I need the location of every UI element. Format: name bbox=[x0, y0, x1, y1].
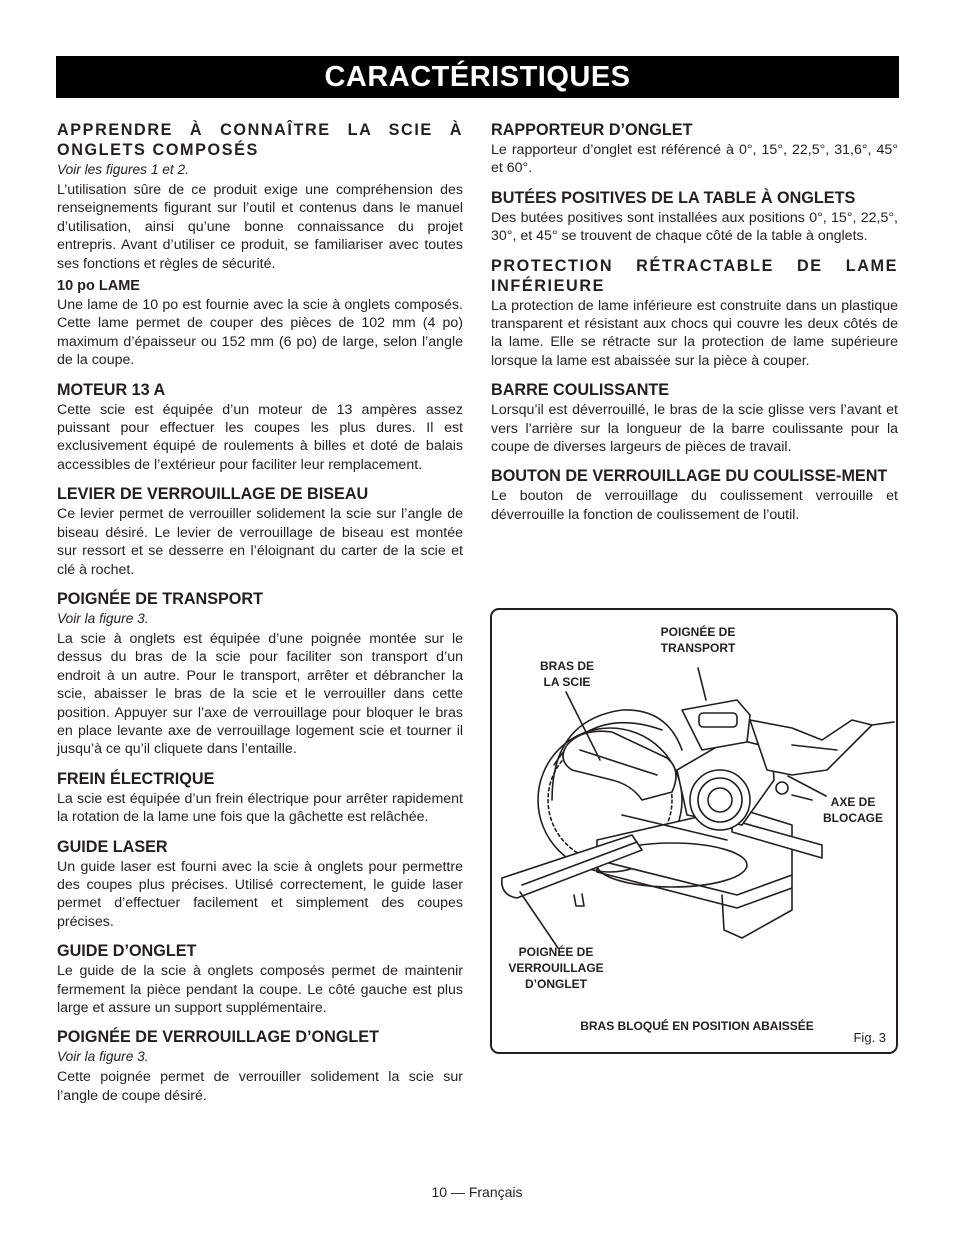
section-guide-laser bbox=[57, 837, 463, 932]
section-text: Ce levier permet de verrouiller solidement la scie sur l’angle de biseau désiré. Le levier de verrouillage de biseau est montée sur ressort et se desserre en l’éloignant du carter de la scie et clé à rochet. bbox=[57, 506, 463, 578]
section-heading: RAPPORTEUR D’ONGLET bbox=[491, 121, 693, 139]
label-bras-scie: BRAS DE LA SCIE bbox=[539, 659, 594, 689]
section-apprendre bbox=[57, 120, 463, 370]
right-column bbox=[491, 120, 898, 534]
section-text: L’utilisation sûre de ce produit exige une compréhension des renseignements figurant sur l’outil et contenus dans le manuel d’utilisation, ainsi qu’une bonne connaissance du projet entrepris. Avant d’utiliser ce produit, se familiariser avec toutes ses fonctions et règles de sécurité. bbox=[57, 182, 463, 272]
figure-3 bbox=[490, 608, 898, 1054]
section-text: La scie à onglets est équipée d’une poignée montée sur le dessus du bras de la scie pour faciliter son transport d’un endroit à un autre. Pour le transport, arrêter et débrancher la scie, abaisser le bras de la scie et le verrouiller dans cette position. Appuyer sur l’axe de verrouillage pour bloquer le bras en place levante axe de verrouillage logement scie et tourner il jusqu’à ce qu’il cliquete dans l’entaille. bbox=[57, 630, 463, 758]
page-footer: 10 — Français bbox=[431, 1184, 523, 1200]
page-title: CARACTÉRISTIQUES bbox=[56, 56, 899, 98]
section-text: Cette poignée permet de verrouiller solidement la scie sur l’angle de coupe désiré. bbox=[57, 1069, 463, 1104]
label-poignee-verrouillage: POIGNÉE DE VERROUILLAGE D’ONGLET bbox=[508, 945, 604, 991]
section-heading: PROTECTION RÉTRACTABLE DE LAME INFÉRIEURE bbox=[491, 256, 898, 295]
subsection-heading: 10 po LAME bbox=[57, 278, 140, 295]
section-text: Le rapporteur d’onglet est référencé à 0°, 15°, 22,5°, 31,6°, 45° et 60°. bbox=[491, 142, 898, 177]
section-text: Lorsqu’il est déverrouillé, le bras de la scie glisse vers l’avant et vers l’arrière sur la longueur de la barre coulissante pour la coupe de diverses largeurs de pièces de travail. bbox=[491, 402, 898, 456]
figure-reference: Voir les figures 1 et 2. bbox=[57, 162, 189, 177]
section-text: La scie est équipée d’un frein électrique pour arrêter rapidement la rotation de la lame une fois que la gâchette est relâchée. bbox=[57, 790, 463, 826]
label-axe-blocage: AXE DE BLOCAGE bbox=[823, 795, 883, 825]
figure-number: Fig. 3 bbox=[853, 1030, 886, 1045]
section-text: Le bouton de verrouillage du coulissement verrouille et déverrouille la fonction de coulissement de l’outil. bbox=[491, 488, 898, 523]
section-heading: FREIN ÉLECTRIQUE bbox=[57, 769, 215, 788]
section-heading: POIGNÉE DE TRANSPORT bbox=[57, 589, 263, 608]
section-text: Cette scie est équipée d’un moteur de 13 ampères assez puissant pour effectuer les coupes les plus dures. Il est exclusivement équipé de roulements à billes et doté de balais accessibles de l’extérieur pour faciliter leur remplacement. bbox=[57, 401, 463, 473]
section-text: Des butées positives sont installées aux positions 0°, 15°, 22,5°, 30°, et 45° se trouvent de chaque côté de la table à onglets. bbox=[491, 209, 898, 245]
section-bouton-coulissement bbox=[491, 466, 898, 524]
section-heading: BARRE COULISSANTE bbox=[491, 381, 670, 400]
section-barre bbox=[491, 380, 898, 456]
figure-reference: Voir la figure 3. bbox=[57, 610, 149, 626]
figure-reference: Voir la figure 3. bbox=[57, 1049, 149, 1065]
section-heading: LEVIER DE VERROUILLAGE DE BISEAU bbox=[57, 485, 369, 504]
section-text: La protection de lame inférieure est construite dans un plastique transparent et résistant aux chocs qui couvre les deux côtés de la lame. Elle se rétracte sur la protection de lame supérieure lorsque la lame est abaissée sur la pièce à couper. bbox=[491, 297, 898, 369]
left-column bbox=[57, 120, 463, 1115]
section-heading: GUIDE D’ONGLET bbox=[57, 942, 197, 961]
section-heading: BOUTON DE VERROUILLAGE DU COULISSE-MENT bbox=[491, 467, 888, 486]
section-heading: BUTÉES POSITIVES DE LA TABLE À ONGLETS bbox=[491, 188, 856, 207]
section-poignee-verrouillage bbox=[57, 1027, 463, 1105]
section-guide-onglet bbox=[57, 941, 463, 1017]
section-frein bbox=[57, 769, 463, 827]
section-heading: MOTEUR 13 A bbox=[57, 380, 166, 399]
section-levier-biseau bbox=[57, 484, 463, 579]
label-poignee-transport: POIGNÉE DE TRANSPORT bbox=[660, 625, 736, 655]
section-moteur bbox=[57, 380, 463, 475]
section-rapporteur bbox=[491, 120, 898, 178]
section-heading: POIGNÉE DE VERROUILLAGE D’ONGLET bbox=[57, 1028, 379, 1047]
section-heading: APPRENDRE À CONNAÎTRE LA SCIE À ONGLETS COMPOSÉS bbox=[57, 121, 463, 159]
section-heading: GUIDE LASER bbox=[57, 837, 168, 856]
section-text: Un guide laser est fourni avec la scie à onglets pour permettre des coupes plus précises. Utilisé correctement, le guide laser permet d’effectuer facilement et simplement des coupes précises. bbox=[57, 858, 463, 930]
section-text: Le guide de la scie à onglets composés permet de maintenir fermement la pièce pendant la coupe. Le côté gauche est plus large et assure un support supplémentaire. bbox=[57, 963, 463, 1016]
section-butees bbox=[491, 188, 898, 246]
section-poignee-transport bbox=[57, 589, 463, 759]
figure-caption: BRAS BLOQUÉ EN POSITION ABAISSÉE bbox=[580, 1019, 814, 1033]
section-protection bbox=[491, 256, 898, 371]
subsection-text: Une lame de 10 po est fournie avec la scie à onglets composés. Cette lame permet de couper des pièces de 102 mm (4 po) maximum d’épaisseur ou 152 mm (6 po) de large, selon l’angle de la coupe. bbox=[57, 297, 463, 369]
